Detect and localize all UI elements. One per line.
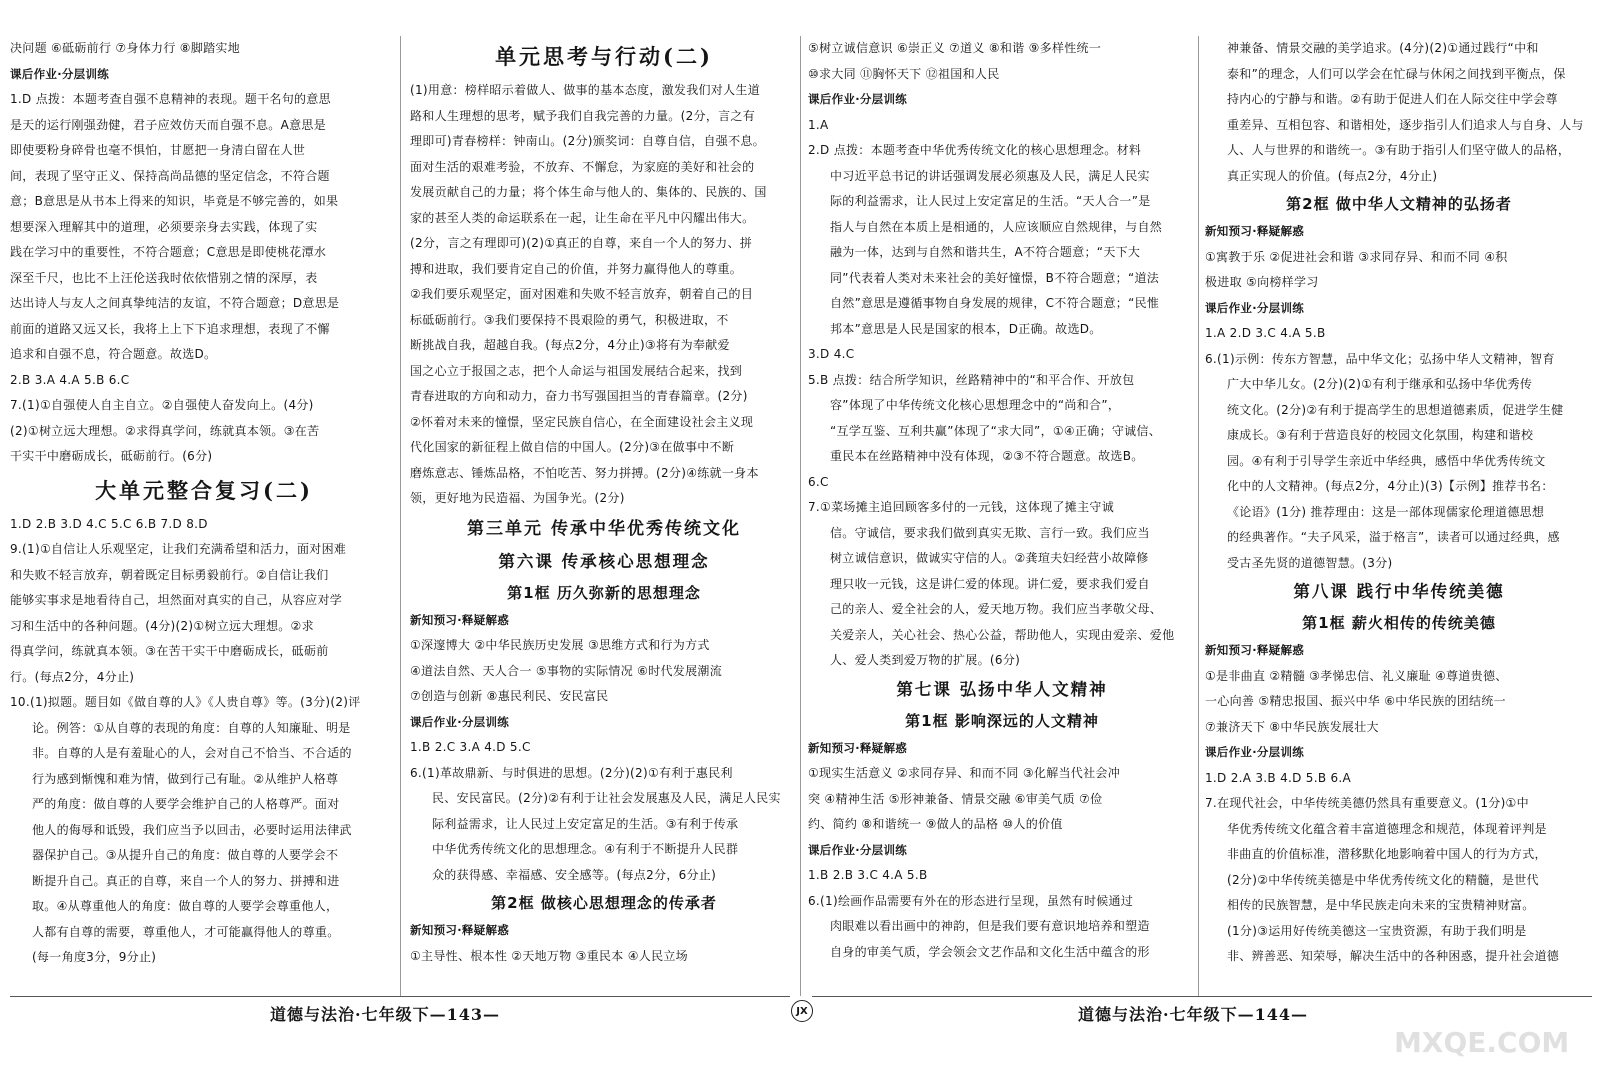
text-line: 理只收一元钱，这是讲仁爱的体现。讲仁爱，要求我们爱自 — [830, 576, 1150, 591]
text-line: 行为感到惭愧和难为情，做到行己有耻。②从维护人格尊 — [32, 771, 339, 786]
column-divider — [1198, 36, 1199, 996]
column-1 — [10, 36, 398, 996]
text-line: 相传的民族智慧，是中华民族走向未来的宝贵精神财富。 — [1227, 898, 1535, 912]
text-line: 人、爱人类到爱万物的扩展。(6分) — [830, 653, 1021, 667]
text-line: ④道法自然、天人合一 ⑤事物的实际情况 ⑥时代发展潮流 — [410, 663, 723, 678]
section-label: 课后作业·分层训练 — [10, 66, 110, 81]
text-line: 一心向善 ⑤精忠报国、振兴中华 ⑥中华民族的团结统一 — [1205, 694, 1506, 708]
text-line: 的经典著作。“夫子风采，溢于格言”，读者可以通过经典，感 — [1227, 530, 1560, 544]
text-line: 9.(1)①自信让人乐观坚定，让我们充满希望和活力，面对困难 — [10, 542, 347, 556]
text-line: 和失败不轻言放弃，朝着既定目标勇毅前行。②自信让我们 — [10, 567, 329, 582]
text-line: (2分，言之有理即可)(2)①真正的自尊，来自一个人的努力、拼 — [410, 236, 753, 250]
text-line: 华优秀传统文化蕴含着丰富道德理念和规范，体现着评判是 — [1227, 821, 1547, 836]
text-line: 7.(1)①自强使人自主自立。②自强使人奋发向上。(4分) — [10, 398, 314, 412]
section-label: 新知预习·释疑解惑 — [808, 740, 908, 755]
lesson-heading: 第六课 传承核心思想理念 — [498, 551, 710, 571]
text-line: 代化国家的新征程上做自信的中国人。(2分)③在做事中不断 — [410, 440, 735, 454]
text-line: 5.B 点拨：结合所学知识，丝路精神中的“和平合作、开放包 — [808, 372, 1135, 387]
text-line: (2)①树立远大理想。②求得真学问，练就真本领。③在苦 — [10, 423, 320, 438]
text-line: ②怀着对未来的憧憬，坚定民族自信心，在全面建设社会主义现 — [410, 414, 754, 429]
text-line: “互学互鉴、互利共赢”体现了“求大同”，①④正确；守诚信、 — [830, 423, 1162, 438]
text-line: 前面的道路又远又长，我将上上下下追求理想，表现了不懈 — [10, 321, 330, 336]
text-line: 非曲直的价值标准，潜移默化地影响着中国人的行为方式， — [1227, 847, 1547, 861]
text-line: 1.B 2.C 3.A 4.D 5.C — [410, 740, 531, 754]
text-line: 人、人与世界的和谐统一。③有助于指引人们坚守做人的品格， — [1227, 143, 1571, 157]
unit-title: 大单元整合复习(二) — [95, 477, 313, 503]
text-line: 突 ④精神生活 ⑤形神兼备、情景交融 ⑥审美气质 ⑦俭 — [808, 791, 1103, 806]
lesson-heading: 第七课 弘扬中华人文精神 — [896, 679, 1108, 699]
text-line: 容”体现了中华传统文化核心思想理念中的“尚和合”， — [830, 398, 1121, 412]
text-line: ①主导性、根本性 ②天地万物 ③重民本 ④人民立场 — [410, 948, 688, 963]
text-line: 理即可)青春榜样：钟南山。(2分)颁奖词：自尊自信，自强不息。 — [410, 134, 765, 148]
text-line: ⑤树立诚信意识 ⑥崇正义 ⑦道义 ⑧和谐 ⑨多样性统一 — [808, 41, 1102, 55]
text-line: 2.B 3.A 4.A 5.B 6.C — [10, 372, 130, 387]
text-line: ②我们要乐观坚定，面对困难和失败不轻言放弃，朝着自己的目 — [410, 287, 754, 301]
text-line: (1)用意：榜样昭示着做人、做事的基本态度，激发我们对人生道 — [410, 83, 761, 97]
text-line: 《论语》(1分) 推荐理由：这是一部体现儒家伦理道德思想 — [1227, 504, 1545, 519]
text-line: 他人的侮辱和诋毁，我们应当予以回击，必要时运用法律武 — [32, 822, 352, 837]
text-line: 路和人生理想的思考，赋予我们自我完善的力量。(2分，言之有 — [410, 108, 756, 123]
text-line: 极进取 ⑤向榜样学习 — [1205, 275, 1319, 289]
column-4 — [1205, 36, 1593, 996]
text-line: 树立诚信意识，做诚实守信的人。②龚瑄夫妇经营小故障修 — [830, 551, 1149, 565]
text-line: 行。(每点2分，4分止) — [10, 669, 135, 684]
section-label: 课后作业·分层训练 — [1205, 300, 1305, 315]
text-line: 持内心的宁静与和谐。②有助于促进人们在人际交往中学会尊 — [1227, 92, 1558, 106]
text-line: 磨炼意志、锤炼品格，不怕吃苦、努力拼搏。(2分)④练就一身本 — [410, 465, 759, 480]
text-line: 人都有自尊的需要，尊重他人，才可能赢得他人的尊重。 — [32, 924, 340, 939]
text-line: 康成长。③有利于营造良好的校园文化氛围，构建和谐校 — [1227, 428, 1534, 442]
frame-heading: 第2框 做中华人文精神的弘扬者 — [1286, 195, 1512, 213]
text-line: 7.①菜场摊主追回顾客多付的一元钱，这体现了摊主守诚 — [808, 500, 1115, 514]
section-label: 课后作业·分层训练 — [1205, 745, 1305, 759]
text-line: 神兼备、情景交融的美学追求。(4分)(2)①通过践行“中和 — [1227, 41, 1539, 55]
watermark-logo — [1390, 1018, 1586, 1062]
text-line: 得真学问，练就真本领。③在苦干实干中磨砺成长，砥砺前 — [10, 644, 329, 658]
text-line: 重民本在丝路精神中没有体现，②③不符合题意。故选B。 — [830, 449, 1144, 463]
text-line: 信。守诚信，要求我们做到真实无欺、言行一致。我们应当 — [830, 525, 1150, 540]
text-line: 决问题 ⑥砥砺前行 ⑦身体力行 ⑧脚踏实地 — [10, 41, 241, 55]
text-line: 10.(1)拟题。题目如《做自尊的人》《人贵自尊》等。(3分)(2)评 — [10, 695, 361, 709]
unit-heading: 第三单元 传承中华优秀传统文化 — [467, 518, 741, 539]
text-line: 践在学习中的重要性，不符合题意；C意思是即使桃花潭水 — [10, 245, 327, 259]
section-label: 新知预习·释疑解惑 — [1205, 224, 1305, 238]
text-line: 1.B 2.B 3.C 4.A 5.B — [808, 868, 928, 882]
frame-heading: 第1框 历久弥新的思想理念 — [507, 583, 701, 602]
text-line: 国之心立于报国之志，把个人命运与祖国发展结合起来，找到 — [410, 363, 743, 378]
text-line: 6.C — [808, 474, 829, 489]
text-line: 即使要粉身碎骨也毫不惧怕，甘愿把一身清白留在人世 — [10, 143, 306, 157]
text-line: ①寓教于乐 ②促进社会和谐 ③求同存异、和而不同 ④积 — [1205, 249, 1508, 264]
text-line: 众的获得感、幸福感、安全感等。(每点2分，6分止) — [432, 867, 717, 882]
text-line: ⑩求大同 ⑪胸怀天下 ⑫祖国和人民 — [808, 66, 1000, 81]
column-divider — [400, 36, 401, 996]
text-line: 统文化。(2分)②有利于提高学生的思想道德素质，促进学生健 — [1227, 402, 1564, 417]
lesson-heading: 第八课 践行中华传统美德 — [1293, 582, 1505, 601]
text-line: 同”代表着人类对未来社会的美好憧憬，B不符合题意；“道法 — [830, 270, 1160, 285]
text-line: 是天的运行刚强劲健，君子应效仿天而自强不息。A意思是 — [10, 117, 327, 132]
text-line: 民、安民富民。(2分)②有利于让社会发展惠及人民，满足人民实 — [432, 791, 781, 805]
text-line: ⑦创造与创新 ⑧惠民利民、安民富民 — [410, 689, 609, 703]
text-line: 化中的人文精神。(每点2分，4分止)(3)【示例】推荐书名： — [1227, 479, 1554, 493]
text-line: 际的利益需求，让人民过上安定富足的生活。“天人合一”是 — [830, 194, 1151, 208]
text-line: 1.A 2.D 3.C 4.A 5.B — [1205, 326, 1326, 340]
text-line: ①深邃博大 ②中华民族历史发展 ③思维方式和行为方式 — [410, 638, 710, 652]
text-line: 器保护自己。③从提升自己的角度：做自尊的人要学会不 — [32, 848, 339, 862]
text-line: 泰和”的理念，人们可以学会在忙碌与休闲之间找到平衡点，保 — [1227, 66, 1566, 81]
text-line: 追求和自强不息，符合题意。故选D。 — [10, 347, 217, 361]
text-line: 搏和进取，我们要肯定自己的价值，并努力赢得他人的尊重。 — [410, 261, 743, 276]
text-line: 受古圣先贤的道德智慧。(3分) — [1227, 555, 1393, 570]
frame-heading: 第1框 薪火相传的传统美德 — [1302, 614, 1496, 632]
page-footer-right: 道德与法治·七年级下—144— — [1078, 1005, 1308, 1024]
text-line: 6.(1)革故鼎新、与时俱进的思想。(2分)(2)①有利于惠民利 — [410, 765, 733, 780]
text-line: 邦本”意思是人民是国家的根本，D正确。故选D。 — [830, 321, 1102, 336]
section-label: 新知预习·释疑解惑 — [1205, 643, 1305, 657]
text-line: 中华优秀传统文化的思想理念。④有利于不断提升人民群 — [432, 842, 739, 856]
text-line: 断提升自己。真正的自尊，来自一个人的努力、拼搏和进 — [32, 873, 340, 888]
text-line: 断挑战自我，超越自我。(每点2分，4分止)③将有为奉献爱 — [410, 338, 730, 352]
column-2 — [410, 36, 798, 996]
footer-rule-right — [812, 996, 1592, 997]
section-label: 课后作业·分层训练 — [808, 92, 908, 106]
text-line: 能够实事求是地看待自己，坦然面对真实的自己，从容应对学 — [10, 593, 343, 607]
text-line: 中习近平总书记的讲话强调发展必须惠及人民，满足人民实 — [830, 168, 1150, 183]
section-label: 新知预习·释疑解惑 — [410, 612, 510, 627]
text-line: ①是非曲直 ②精髓 ③孝悌忠信、礼义廉耻 ④尊道贵德、 — [1205, 668, 1508, 683]
text-line: 取。④从尊重他人的角度：做自尊的人要学会尊重他人， — [32, 899, 339, 913]
watermark-text: MXQE.COM — [1394, 1026, 1570, 1059]
text-line: (2分)②中华传统美德是中华优秀传统文化的精髓，是世代 — [1227, 872, 1539, 887]
text-line: 肉眼难以看出画中的神韵，但是我们要有意识地培养和塑造 — [830, 919, 1150, 933]
text-line: 1.D 2.A 3.B 4.D 5.B 6.A — [1205, 770, 1352, 785]
section-label: 新知预习·释疑解惑 — [410, 923, 510, 937]
section-label: 课后作业·分层训练 — [410, 714, 510, 729]
text-line: 习和生活中的各种问题。(4分)(2)①树立远大理想。②求 — [10, 618, 314, 633]
text-line: 青春进取的方向和动力，奋力书写强国担当的青春篇章。(2分) — [410, 389, 748, 403]
section-label: 课后作业·分层训练 — [808, 842, 908, 857]
text-line: 约、简约 ⑧和谐统一 ⑨做人的品格 ⑩人的价值 — [808, 817, 1063, 831]
frame-heading: 第2框 做核心思想理念的传承者 — [491, 894, 717, 912]
text-line: 意；B意思是从书本上得来的知识，毕竟是不够完善的，如果 — [10, 194, 339, 208]
text-line: 园。④有利于引导学生亲近中华经典，感悟中华优秀传统文 — [1227, 453, 1546, 468]
edition-mark: JX — [791, 1000, 813, 1022]
text-line: 领，更好地为民造福、为国争光。(2分) — [410, 491, 625, 505]
text-line: 1.D 点拨：本题考查自强不息精神的表现。题干名句的意思 — [10, 92, 331, 106]
text-line: (每一角度3分，9分止) — [32, 950, 157, 964]
text-line: 3.D 4.C — [808, 347, 855, 361]
text-line: 发展贡献自己的力量；将个体生命与他人的、集体的、民族的、国 — [410, 185, 767, 199]
text-line: 自身的审美气质，学会领会文艺作品和文化生活中蕴含的形 — [830, 944, 1150, 959]
text-line: 际利益需求，让人民过上安定富足的生活。③有利于传承 — [432, 816, 739, 831]
text-line: 论。例答：①从自尊的表现的角度：自尊的人知廉耻、明是 — [32, 720, 351, 735]
text-line: 指人与自然在本质上是相通的，人应该顺应自然规律，与自然 — [830, 219, 1163, 234]
center-fold — [800, 36, 801, 996]
text-line: 干实干中磨砺成长，砥砺前行。(6分) — [10, 449, 213, 463]
text-line: 真正实现人的价值。(每点2分，4分止) — [1227, 168, 1438, 183]
text-line: 严的角度：做自尊的人要学会维护自己的人格尊严。面对 — [32, 797, 340, 811]
text-line: ①现实生活意义 ②求同存异、和而不同 ③化解当代社会冲 — [808, 766, 1121, 780]
column-3 — [808, 36, 1196, 996]
text-line: 6.(1)绘画作品需要有外在的形态进行呈现，虽然有时候通过 — [808, 893, 1134, 908]
text-line: 己的亲人、爱全社会的人，爱天地万物。我们应当孝敬父母、 — [830, 602, 1163, 616]
text-line: 关爱亲人，关心社会、热心公益，帮助他人，实现由爱亲、爱他 — [830, 627, 1175, 642]
footer-rule-left — [10, 996, 790, 997]
text-line: 间，表现了坚守正义、保持高尚品德的坚定信念，不符合题 — [10, 168, 330, 183]
text-line: 深至千尺，也比不上汪伦送我时依依惜别之情的深厚，表 — [10, 270, 318, 285]
text-line: 非、辨善恶、知荣辱，解决生活中的各种困惑，提升社会道德 — [1227, 949, 1560, 963]
text-line: 非。自尊的人是有羞耻心的人，会对自己不恰当、不合适的 — [32, 746, 352, 760]
text-line: 1.A — [808, 117, 829, 132]
text-line: 重差异、互相包容、和谐相处，逐步指引人们追求人与自身、人与 — [1227, 117, 1584, 132]
unit-title: 单元思考与行动(二) — [495, 44, 713, 69]
text-line: 自然”意思是遵循事物自身发展的规律，C不符合题意；“民惟 — [830, 296, 1160, 310]
text-line: (1分)③运用好传统美德这一宝贵资源，有助于我们明是 — [1227, 923, 1527, 938]
text-line: 2.D 点拨：本题考查中华优秀传统文化的核心思想理念。材料 — [808, 143, 1142, 157]
text-line: 6.(1)示例：传东方智慧，品中华文化；弘扬中华人文精神，智育 — [1205, 351, 1555, 366]
text-line: 达出诗人与友人之间真挚纯洁的友谊，不符合题意；D意思是 — [10, 296, 340, 310]
page-footer-left: 道德与法治·七年级下—143— — [270, 1005, 500, 1024]
text-line: 想要深入理解其中的道理，必须要亲身去实践，体现了实 — [10, 219, 318, 234]
frame-heading: 第1框 影响深远的人文精神 — [905, 711, 1099, 730]
text-line: 广大中华儿女。(2分)(2)①有利于继承和弘扬中华优秀传 — [1227, 377, 1533, 391]
text-line: 面对生活的艰难考验，不放弃、不懈怠，为家庭的美好和社会的 — [410, 159, 755, 174]
text-line: 1.D 2.B 3.D 4.C 5.C 6.B 7.D 8.D — [10, 516, 208, 531]
text-line: 融为一体，达到与自然和谐共生，A不符合题意；“天下大 — [830, 245, 1141, 259]
text-line: 7.在现代社会，中华传统美德仍然具有重要意义。(1分)①中 — [1205, 796, 1529, 810]
text-line: ⑦兼济天下 ⑧中华民族发展壮大 — [1205, 719, 1379, 734]
text-line: 标砥砺前行。③我们要保持不畏艰险的勇气，积极进取，不 — [410, 312, 729, 327]
text-line: 家的甚至人类的命运联系在一起，让生命在平凡中闪耀出伟大。 — [410, 210, 755, 225]
